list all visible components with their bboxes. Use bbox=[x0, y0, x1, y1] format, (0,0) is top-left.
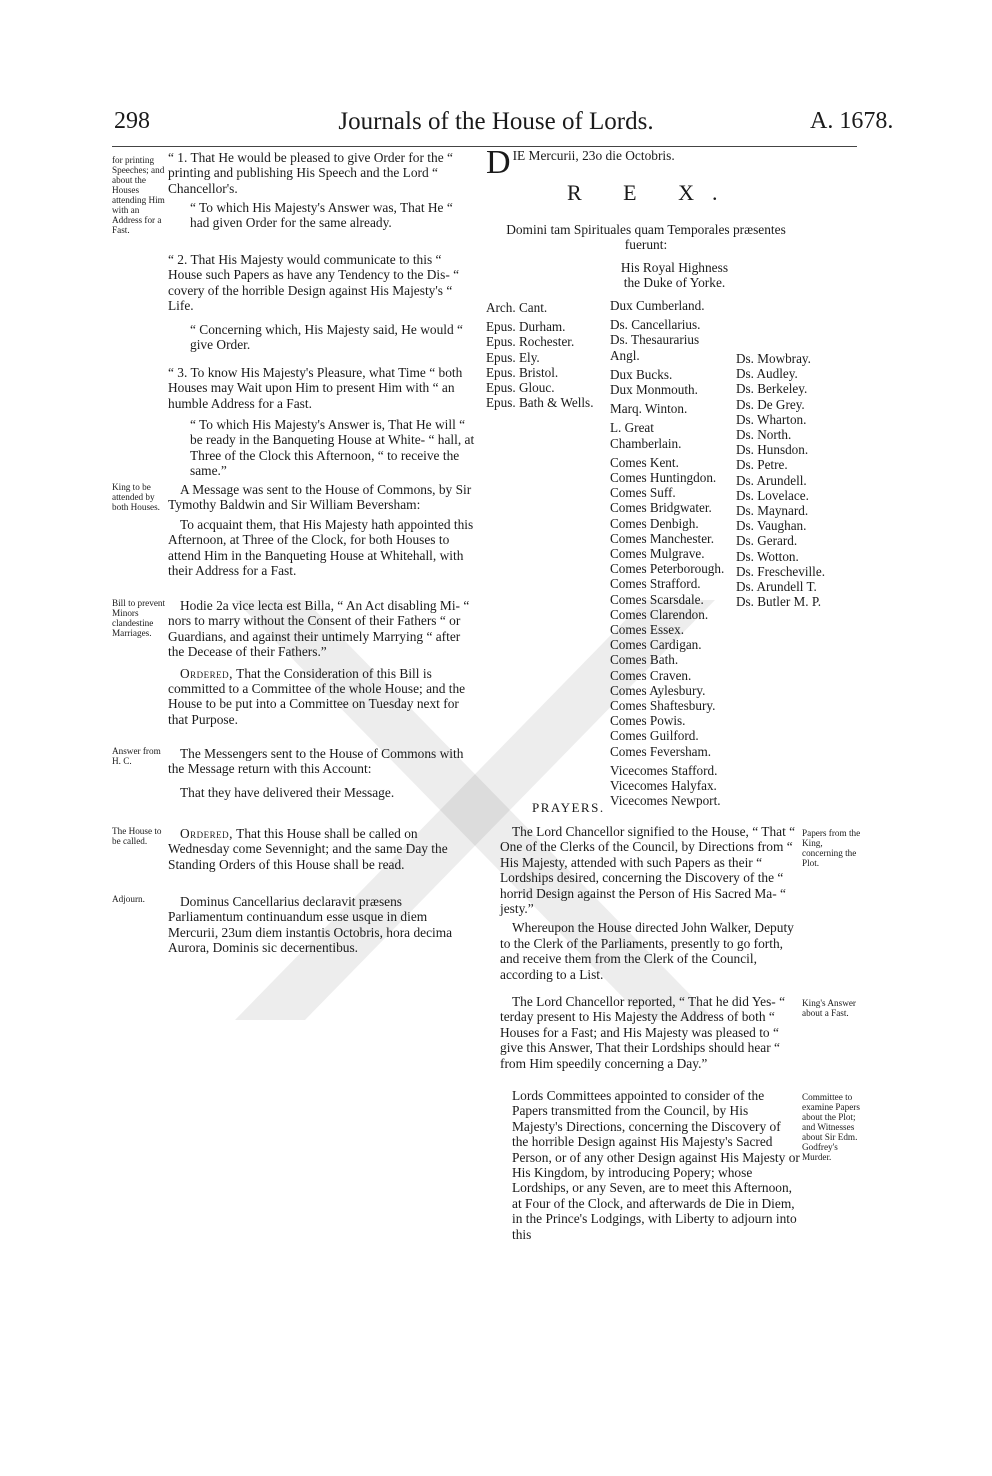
rex-heading: R E X. bbox=[567, 180, 736, 205]
margin-note-answer: Answer from H. C. bbox=[112, 746, 161, 766]
paragraph-2-answer: “ Concerning which, His Majesty said, He would “ give Order. bbox=[190, 322, 463, 353]
lord-name: Comes Shaftesbury. bbox=[610, 698, 716, 714]
lords-list bbox=[610, 298, 735, 809]
bishop-name: Epus. Glouc. bbox=[486, 380, 555, 396]
lord-name: Ds. Cancellarius. bbox=[610, 317, 701, 333]
lord-name: Comes Cardigan. bbox=[610, 637, 702, 653]
margin-note-printing: for printing Speeches; and about the Houses attending Him with an Address for a Fast. bbox=[112, 155, 165, 235]
bill-block bbox=[168, 598, 475, 727]
lord-name: Comes Denbigh. bbox=[610, 515, 699, 531]
margin-note-called: The House to be called. bbox=[112, 826, 162, 846]
baron-name: Ds. Butler M. P. bbox=[736, 594, 821, 610]
bishop-name: Epus. Durham. bbox=[486, 319, 566, 335]
header-rule bbox=[112, 146, 857, 147]
message-block bbox=[168, 482, 475, 578]
ordered-label: Ordered, bbox=[180, 665, 234, 681]
lord-name: Comes Scarsdale. bbox=[610, 591, 704, 607]
paragraph-1-answer: “ To which His Majesty's Answer was, That He “ had given Order for the same already. bbox=[190, 200, 453, 231]
sitting-date bbox=[486, 144, 786, 181]
page-number: 298 bbox=[114, 108, 150, 134]
baron-name: Ds. Petre. bbox=[736, 457, 788, 473]
lord-name: Dux Cumberland. bbox=[610, 298, 705, 313]
message-detail: To acquaint them, that His Majesty hath appointed this Afternoon, at Three of the Clock, for both Houses to attend Him in the Banqueting House at Whitehall, with their Address for a Fast. bbox=[168, 516, 474, 579]
fast-answer-paragraph: The Lord Chancellor reported, “ That he did Yes- “ terday present to His Majesty the Address of both “ Houses for a Fast; and His Majesty was pleased to “ give this Answer, That their Lordships should hear “ from Him speedily concerning a Day.” bbox=[500, 994, 786, 1071]
lord-name: Comes Aylesbury. bbox=[610, 682, 706, 698]
baron-name: Ds. Wotton. bbox=[736, 548, 799, 564]
answer-block bbox=[168, 746, 475, 800]
baron-name: Ds. North. bbox=[736, 427, 792, 443]
lord-name: Comes Clarendon. bbox=[610, 606, 709, 622]
margin-note-papers: Papers from the King, concerning the Plot. bbox=[802, 828, 861, 868]
baron-name: Ds. Wharton. bbox=[736, 411, 807, 427]
prayers-heading: PRAYERS. bbox=[532, 800, 605, 815]
paragraph-3-answer: “ To which His Majesty's Answer is, That He will “ be ready in the Banqueting House at White- “ hall, at Three of the Clock this Afternoon, “ to receive the same.” bbox=[190, 417, 475, 479]
lord-name: Comes Bath. bbox=[610, 652, 679, 668]
baron-name: Ds. Arundell T. bbox=[736, 579, 817, 595]
baron-name: Ds. Hunsdon. bbox=[736, 442, 809, 458]
walker-paragraph: Whereupon the House directed John Walker, Deputy to the Clerk of the Parliaments, presently to go forth, and receive them from the Clerk of the Council, according to a List. bbox=[500, 920, 794, 982]
ordered-label-2: Ordered, bbox=[180, 826, 234, 841]
margin-note-fast: King's Answer about a Fast. bbox=[802, 998, 856, 1018]
baron-name: Ds. Arundell. bbox=[736, 472, 807, 488]
margin-note-adjourn: Adjourn. bbox=[112, 894, 145, 904]
baron-name: Ds. Audley. bbox=[736, 366, 798, 382]
lord-name: Comes Guilford. bbox=[610, 728, 699, 744]
baron-name: Ds. Mowbray. bbox=[736, 351, 811, 366]
bishop-name: Epus. Rochester. bbox=[486, 334, 575, 350]
lord-name: Vicecomes Stafford. bbox=[610, 762, 718, 778]
margin-note-king: King to be attended by both Houses. bbox=[112, 482, 160, 512]
margin-note-committee: Committee to examine Papers about the Plot; and Witnesses about Sir Edm. Godfrey's Murder. bbox=[802, 1092, 860, 1162]
lord-name: Comes Manchester. bbox=[610, 530, 715, 546]
lord-name: L. Great Chamberlain. bbox=[610, 420, 682, 451]
royal-highness: His Royal Highness the Duke of Yorke. bbox=[620, 260, 729, 291]
message-text: A Message was sent to the House of Commons, by Sir Tymothy Baldwin and Sir William Beversham: bbox=[168, 482, 472, 513]
left-column bbox=[168, 150, 475, 479]
baron-name: Ds. Gerard. bbox=[736, 533, 798, 549]
paragraph-3: “ 3. To know His Majesty's Pleasure, what Time “ both Houses may Wait upon Him to present Him with “ an humble Address for a Fast. bbox=[168, 365, 463, 411]
page-title: Journals of the House of Lords. bbox=[338, 108, 654, 135]
lord-name: Vicecomes Newport. bbox=[610, 793, 721, 809]
baron-name: Ds. Maynard. bbox=[736, 503, 809, 519]
right-body-2 bbox=[500, 994, 800, 1071]
lord-name: Comes Huntingdon. bbox=[610, 470, 717, 486]
baron-name: Ds. Vaughan. bbox=[736, 518, 807, 534]
baron-name: Ds. Frescheville. bbox=[736, 563, 825, 579]
right-body-3 bbox=[500, 1088, 800, 1242]
paragraph-1: “ 1. That He would be pleased to give Order for the “ printing and publishing His Speech and the Lord “ Chancellor's. bbox=[168, 150, 453, 196]
drop-capital: D bbox=[486, 144, 511, 181]
barons-list bbox=[736, 351, 825, 609]
lord-name: Vicecomes Halyfax. bbox=[610, 778, 717, 794]
called-block bbox=[168, 826, 475, 872]
baron-name: Ds. Lovelace. bbox=[736, 487, 809, 503]
present-heading: Domini tam Spirituales quam Temporales præsentes fuerunt: bbox=[506, 222, 786, 253]
sitting-date-text: IE Mercurii, 23o die Octobris. bbox=[512, 148, 675, 163]
lord-name: Ds. Thesaurarius Angl. bbox=[610, 332, 700, 363]
baron-name: Ds. Berkeley. bbox=[736, 381, 808, 397]
page-year: A. 1678. bbox=[810, 108, 894, 134]
bill-reading: Hodie 2a vice lecta est Billa, “ An Act disabling Mi- “ nors to marry without the Consent of their Fathers “ or Guardians, and against their untimely Marrying “ after the Decease of their Fathers.” bbox=[168, 598, 470, 660]
margin-note-bill: Bill to prevent Minors clandestine Marriages. bbox=[112, 598, 166, 638]
lord-name: Dux Bucks. bbox=[610, 366, 673, 382]
lord-name: Comes Craven. bbox=[610, 667, 692, 683]
bill-order: That the Consideration of this Bill is committed to a Committee of the whole House; and the House to be put into a Committee on Tuesday next for that Purpose. bbox=[168, 665, 466, 727]
bishop-name: Arch. Cant. bbox=[486, 300, 548, 315]
bishop-name: Epus. Ely. bbox=[486, 349, 540, 365]
adjourn-block bbox=[168, 894, 475, 956]
answer-text: The Messengers sent to the House of Commons with the Message return with this Account: bbox=[168, 746, 464, 777]
lord-name: Comes Bridgwater. bbox=[610, 500, 712, 516]
baron-name: Ds. De Grey. bbox=[736, 396, 805, 412]
lord-name: Comes Suff. bbox=[610, 485, 676, 501]
bishop-name: Epus. Bath & Wells. bbox=[486, 395, 594, 411]
bishops-list bbox=[486, 300, 594, 410]
lord-name: Comes Peterborough. bbox=[610, 561, 725, 577]
committee-paragraph: Lords Committees appointed to consider of the Papers transmitted from the Council, by His Majesty's Directions, concerning the Discovery of the horrible Design against His Majesty's Sacred Person, or of any other Design against His Majesty or His Kingdom, by introducing Popery; whose Lordships, or any Seven, are to meet this Afternoon, at Four of the Clock, and afterwards de Die in Diem, in the Prince's Lodgings, with Liberty to adjourn into this bbox=[512, 1088, 800, 1242]
bishop-name: Epus. Bristol. bbox=[486, 364, 559, 380]
lord-name: Comes Kent. bbox=[610, 454, 679, 470]
lord-name: Dux Monmouth. bbox=[610, 382, 698, 398]
adjourn-text: Dominus Cancellarius declaravit præsens Parliamentum continuandum esse usque in diem Mercurii, 23um diem instantis Octobris, hora decima Aurora, Dominis sic decernentibus. bbox=[168, 894, 453, 956]
lord-name: Comes Essex. bbox=[610, 622, 684, 638]
answer-detail: That they have delivered their Message. bbox=[180, 784, 395, 800]
called-order: That this House shall be called on Wednesday come Sevennight; and the same Day the Standing Orders of this House shall be read. bbox=[168, 826, 448, 872]
paragraph-2: “ 2. That His Majesty would communicate to this “ House such Papers as have any Tendency to the Dis- “ covery of the horrible Design against His Majesty's “ Life. bbox=[168, 252, 460, 314]
lord-name: Comes Feversham. bbox=[610, 743, 712, 759]
right-body-1 bbox=[500, 824, 800, 982]
lord-name: Comes Powis. bbox=[610, 713, 686, 729]
papers-paragraph: The Lord Chancellor signified to the House, “ That “ One of the Clerks of the Council, by Directions from “ His Majesty, attended with such Papers as their “ Lordships desired, concerning the Discovery of the “ horrid Design against the Person of His Sacred Ma- “ jesty.” bbox=[500, 824, 796, 917]
lord-name: Marq. Winton. bbox=[610, 401, 688, 417]
lord-name: Comes Strafford. bbox=[610, 576, 701, 592]
lord-name: Comes Mulgrave. bbox=[610, 546, 705, 562]
